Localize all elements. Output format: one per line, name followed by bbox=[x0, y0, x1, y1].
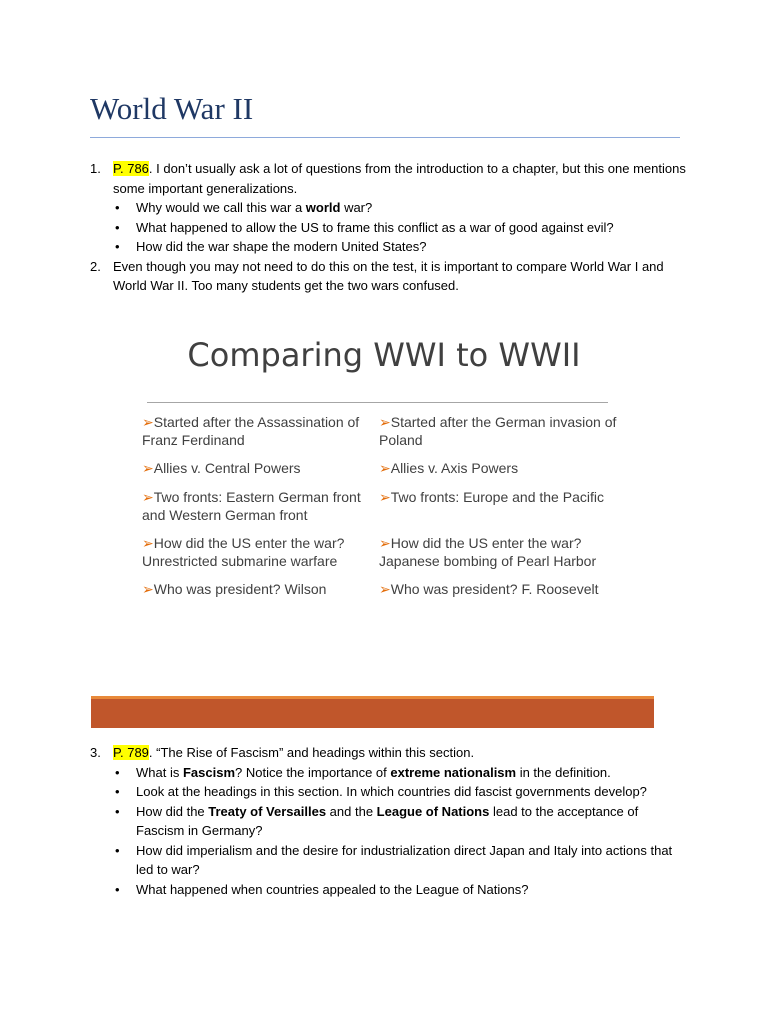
sub-bullet bbox=[90, 782, 690, 802]
bullet-icon: • bbox=[115, 764, 120, 780]
list-item-3 bbox=[90, 743, 690, 763]
comparison-item bbox=[379, 580, 619, 598]
list-item-text: Even though you may not need to do this on the test, it is important to compare World War I and World War II. Too many students get the two wars confused. bbox=[113, 258, 664, 293]
sub-bullet-text: ? Notice the importance of bbox=[235, 764, 391, 780]
comparison-text: Started after the Assassination of Franz Ferdinand bbox=[142, 414, 360, 448]
sub-bullet-text: How did the bbox=[136, 803, 209, 819]
sub-bullet bbox=[90, 763, 690, 783]
comparison-item bbox=[142, 488, 382, 524]
arrow-icon: ➢ bbox=[142, 460, 154, 476]
list-number: 3. bbox=[90, 745, 101, 760]
comparison-item bbox=[379, 459, 619, 477]
comparison-item bbox=[142, 580, 382, 598]
comparison-item bbox=[379, 534, 619, 570]
section-banner bbox=[91, 699, 654, 728]
list-item-2 bbox=[90, 257, 690, 296]
sub-bullet-text: What happened to allow the US to frame this conflict as a war of good against evil? bbox=[136, 219, 614, 235]
comparison-divider bbox=[147, 402, 608, 403]
sub-bullet bbox=[90, 841, 690, 880]
comparison-item bbox=[142, 534, 382, 570]
page-reference: P. 789 bbox=[113, 745, 149, 760]
arrow-icon: ➢ bbox=[379, 535, 391, 551]
sub-bullet bbox=[90, 880, 690, 900]
list-number: 2. bbox=[90, 258, 101, 274]
bullet-icon: • bbox=[115, 200, 120, 215]
bullet-icon: • bbox=[115, 842, 120, 858]
comparison-text: Two fronts: Eastern German front and Western German front bbox=[142, 489, 361, 523]
sub-bullet-text: lead to the acceptance of Fascism in Germany? bbox=[136, 803, 639, 838]
bold-term: Treaty of Versailles bbox=[208, 803, 327, 819]
bullet-icon: • bbox=[115, 803, 120, 819]
comparison-text: How did the US enter the war? Japanese bombing of Pearl Harbor bbox=[379, 535, 597, 569]
sub-bullet bbox=[90, 198, 690, 218]
bold-term: Fascism bbox=[182, 764, 236, 780]
bold-term: extreme nationalism bbox=[390, 764, 517, 780]
sub-bullet bbox=[90, 237, 690, 257]
page-reference: P. 786 bbox=[113, 161, 149, 176]
sub-bullet bbox=[90, 218, 690, 238]
title-underline bbox=[90, 137, 680, 138]
sub-bullet-text: What happened when countries appealed to the League of Nations? bbox=[136, 881, 529, 897]
comparison-text: Started after the German invasion of Poland bbox=[379, 414, 617, 448]
sub-bullet-text: in the definition. bbox=[516, 764, 611, 780]
sub-bullet-text: Look at the headings in this section. In which countries did fascist governments develop? bbox=[136, 784, 647, 799]
comparison-text: Two fronts: Europe and the Pacific bbox=[390, 489, 604, 505]
comparison-text: How did the US enter the war? Unrestricted submarine warfare bbox=[142, 535, 345, 569]
bullet-icon: • bbox=[115, 239, 120, 254]
arrow-icon: ➢ bbox=[379, 460, 391, 476]
fascism-list bbox=[90, 743, 690, 899]
comparison-item bbox=[142, 413, 382, 449]
comparison-text: Who was president? F. Roosevelt bbox=[390, 581, 599, 597]
sub-bullet-text: war? bbox=[340, 200, 373, 215]
comparison-text: Who was president? Wilson bbox=[153, 581, 327, 597]
sub-bullet-text: What is bbox=[136, 764, 183, 780]
arrow-icon: ➢ bbox=[379, 414, 391, 430]
sub-bullet-text: How did imperialism and the desire for industrialization direct Japan and Italy into actions that led to war? bbox=[136, 842, 673, 877]
bullet-icon: • bbox=[115, 219, 120, 235]
sub-bullet-text: Why would we call this war a bbox=[136, 200, 306, 215]
arrow-icon: ➢ bbox=[379, 581, 391, 597]
list-number: 1. bbox=[90, 161, 101, 176]
arrow-icon: ➢ bbox=[142, 581, 154, 597]
comparison-item bbox=[379, 488, 619, 506]
list-item-1 bbox=[90, 159, 690, 198]
arrow-icon: ➢ bbox=[142, 535, 154, 551]
sub-bullet bbox=[90, 802, 690, 841]
comparison-title: Comparing WWI to WWII bbox=[187, 336, 581, 374]
document-title: World War II bbox=[90, 91, 254, 126]
intro-list bbox=[90, 159, 690, 296]
bullet-icon: • bbox=[115, 881, 120, 897]
sub-bullet-text: and the bbox=[326, 803, 377, 819]
arrow-icon: ➢ bbox=[379, 489, 391, 505]
list-item-text: . “The Rise of Fascism” and headings within this section. bbox=[148, 745, 475, 760]
comparison-text: Allies v. Axis Powers bbox=[390, 460, 519, 476]
arrow-icon: ➢ bbox=[142, 414, 154, 430]
sub-bullet-text: How did the war shape the modern United States? bbox=[136, 239, 427, 254]
comparison-item bbox=[142, 459, 382, 477]
comparison-item bbox=[379, 413, 619, 449]
bold-term: League of Nations bbox=[376, 803, 490, 819]
arrow-icon: ➢ bbox=[142, 489, 154, 505]
bold-term: world bbox=[305, 200, 341, 215]
list-item-text: . I don’t usually ask a lot of questions from the introduction to a chapter, but this one mentions some important generalizations. bbox=[113, 161, 686, 196]
bullet-icon: • bbox=[115, 784, 120, 799]
comparison-text: Allies v. Central Powers bbox=[153, 460, 301, 476]
